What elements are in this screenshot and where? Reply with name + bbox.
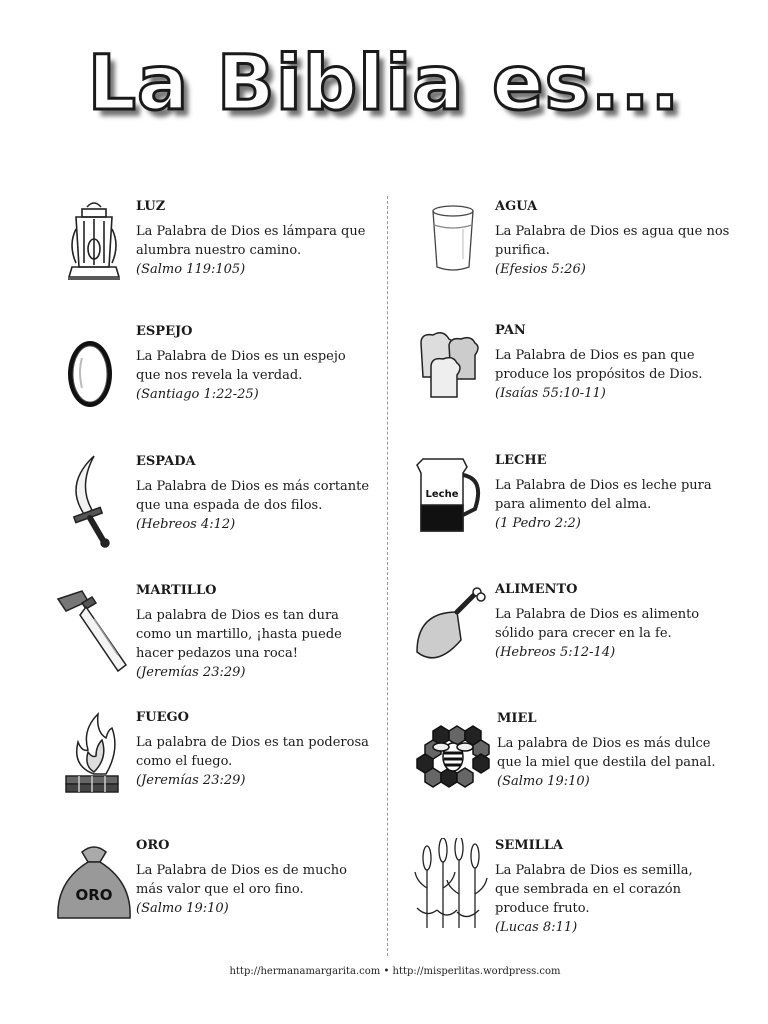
- milk-jug-icon: [413, 453, 493, 548]
- item-heading: SEMILLA: [495, 838, 564, 853]
- item-text: La palabra de Dios es tan dura como un martillo, ¡hasta puede hacer pedazos una roca!: [136, 608, 342, 661]
- item-fuego: [54, 710, 394, 820]
- item-oro: [54, 838, 394, 948]
- sword-icon: [54, 454, 134, 549]
- item-text: La palabra de Dios es tan poderosa como el fuego.: [136, 735, 369, 769]
- item-heading: LECHE: [495, 453, 547, 468]
- item-heading: MIEL: [497, 711, 537, 726]
- drumstick-icon: [413, 582, 493, 677]
- item-heading: MARTILLO: [136, 583, 217, 598]
- honeycomb-bee-icon: [413, 711, 493, 806]
- item-text: La Palabra de Dios es alimento sólido para crecer en la fe.: [495, 607, 700, 641]
- item-reference: (Efesios 5:26): [495, 262, 586, 277]
- item-text: La Palabra de Dios es lámpara que alumbra nuestro camino.: [136, 224, 366, 258]
- item-heading: PAN: [495, 323, 526, 338]
- hammer-icon: [54, 583, 134, 678]
- item-heading: ORO: [136, 838, 170, 853]
- item-text: La Palabra de Dios es leche pura para alimento del alma.: [495, 478, 712, 512]
- mirror-icon: [54, 324, 134, 419]
- bread-icon: [413, 323, 493, 418]
- item-agua: [413, 199, 753, 309]
- wheat-icon: [413, 838, 493, 933]
- water-glass-icon: [413, 199, 493, 294]
- item-pan: [413, 323, 753, 433]
- item-reference: (Hebreos 4:12): [136, 517, 236, 532]
- footer-links: http://hermanamargarita.com • http://misperlitas.wordpress.com: [229, 966, 561, 977]
- gold-bag-label: ORO: [75, 886, 113, 904]
- item-heading: ESPADA: [136, 454, 196, 469]
- item-reference: (Salmo 19:10): [497, 774, 590, 789]
- page-title: La Biblia es...: [87, 38, 681, 127]
- item-heading: ESPEJO: [136, 324, 193, 339]
- item-reference: (Santiago 1:22-25): [136, 387, 259, 402]
- item-text: La Palabra de Dios es agua que nos purifica.: [495, 224, 730, 258]
- item-text: La palabra de Dios es más dulce que la miel que destila del panal.: [497, 736, 716, 770]
- item-text: La Palabra de Dios es más cortante que una espada de dos filos.: [136, 479, 370, 513]
- item-text: La Palabra de Dios es semilla, que sembrada en el corazón produce fruto.: [495, 863, 693, 916]
- item-heading: ALIMENTO: [495, 582, 578, 597]
- item-text: La Palabra de Dios es de mucho más valor que el oro fino.: [136, 863, 347, 897]
- item-text: La Palabra de Dios es un espejo que nos revela la verdad.: [136, 349, 346, 383]
- item-luz: [54, 199, 394, 309]
- item-leche: [413, 453, 753, 563]
- item-reference: (Lucas 8:11): [495, 920, 578, 935]
- item-text: La Palabra de Dios es pan que produce los propósitos de Dios.: [495, 348, 703, 382]
- item-reference: (1 Pedro 2:2): [495, 516, 581, 531]
- item-miel: [413, 711, 753, 821]
- item-heading: LUZ: [136, 199, 166, 214]
- item-semilla: [413, 838, 753, 948]
- item-alimento: [413, 582, 753, 692]
- gold-bag-icon: [54, 838, 134, 933]
- item-reference: (Salmo 19:10): [136, 901, 229, 916]
- fire-icon: [54, 710, 134, 805]
- milk-jug-label: Leche: [425, 489, 459, 500]
- lantern-icon: [54, 199, 134, 294]
- item-reference: (Hebreos 5:12-14): [495, 645, 616, 660]
- item-martillo: [54, 583, 394, 693]
- item-heading: FUEGO: [136, 710, 189, 725]
- item-espada: [54, 454, 394, 564]
- item-reference: (Jeremías 23:29): [136, 665, 246, 680]
- item-espejo: [54, 324, 394, 434]
- item-reference: (Isaías 55:10-11): [495, 386, 606, 401]
- item-reference: (Salmo 119:105): [136, 262, 246, 277]
- item-heading: AGUA: [495, 199, 538, 214]
- item-reference: (Jeremías 23:29): [136, 773, 246, 788]
